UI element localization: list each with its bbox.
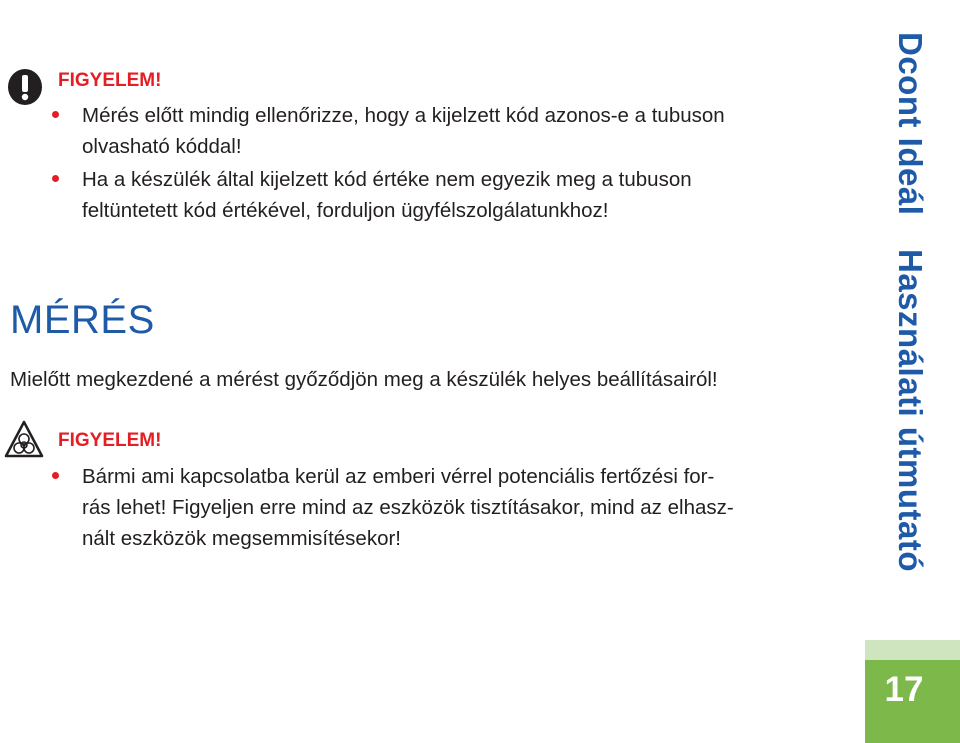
exclamation-warning-icon — [6, 66, 44, 111]
warning-list-2 — [52, 461, 842, 554]
sidebar-title — [891, 32, 929, 572]
page-number: 17 — [884, 670, 924, 709]
bullet-text-line: Ha a készülék által kijelzett kód értéke nem egyezik meg a tubuson — [82, 168, 692, 191]
bullet-text-line: olvasható kóddal! — [82, 135, 242, 158]
section-intro: Mielőtt megkezdené a mérést győződjön meg a készülék helyes beállításairól! — [10, 368, 718, 391]
bullet-text-line: nált eszközök megsemmisítésekor! — [82, 527, 402, 550]
bullet-text-line: rás lehet! Figyeljen erre mind az eszközök tisztításakor, mind az elhasz- — [82, 496, 734, 519]
biohazard-icon — [4, 420, 44, 465]
bullet-text-line: Mérés előtt mindig ellenőrizze, hogy a kijelzett kód azonos-e a tubuson — [82, 104, 725, 127]
page-number-box — [865, 660, 960, 743]
bullet-dot — [52, 472, 59, 479]
product-name: Dcont Ideál — [892, 32, 929, 216]
bullet-dot — [52, 175, 59, 182]
warning-heading-1: FIGYELEM! — [58, 70, 162, 91]
sidebar — [860, 0, 960, 660]
list-item — [52, 100, 842, 162]
warning-heading-2: FIGYELEM! — [58, 430, 162, 451]
bullet-text-line: Bármi ami kapcsolatba kerül az emberi vérrel potenciális fertőzési for- — [82, 465, 715, 488]
list-item — [52, 461, 842, 554]
section-title: MÉRÉS — [10, 298, 155, 342]
list-item — [52, 164, 842, 226]
document-type: Használati útmutató — [892, 249, 929, 573]
page-tab-band — [865, 640, 960, 660]
bullet-dot — [52, 111, 59, 118]
warning-list-1 — [52, 100, 842, 226]
bullet-text-line: feltüntetett kód értékével, forduljon ügyfélszolgálatunkhoz! — [82, 199, 609, 222]
